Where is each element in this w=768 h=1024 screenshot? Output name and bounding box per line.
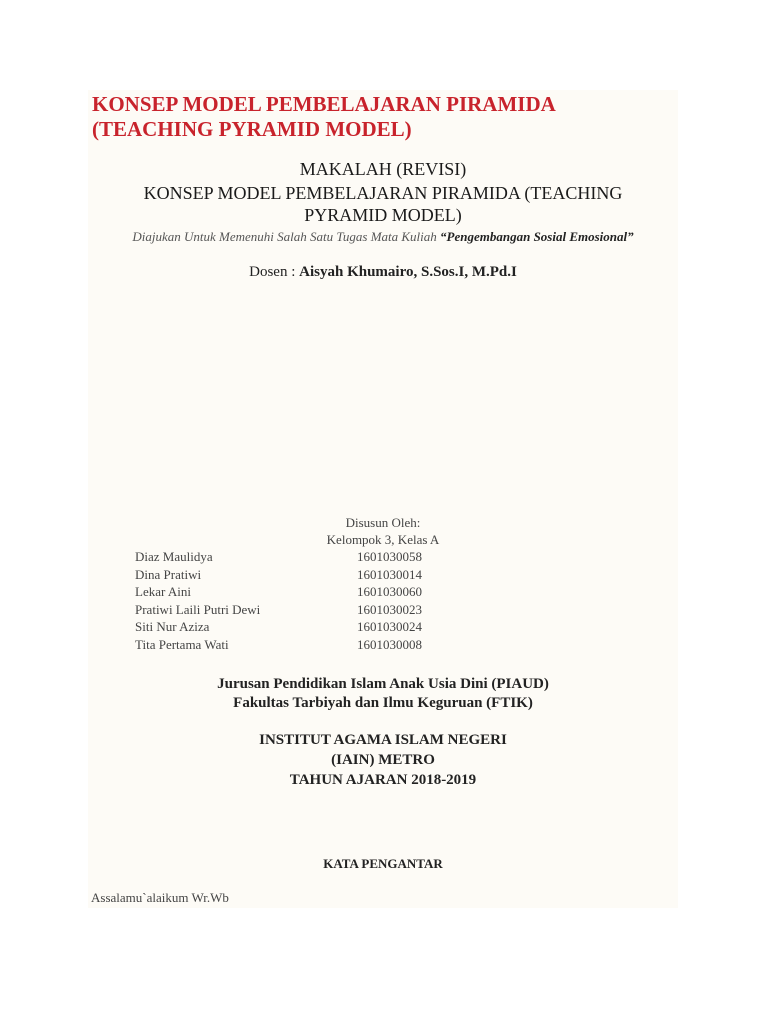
member-row — [135, 601, 477, 619]
member-nim: 1601030024 — [357, 619, 422, 634]
faculty-line: Fakultas Tarbiyah dan Ilmu Keguruan (FTIK) — [233, 695, 533, 711]
compiled-by-label: Disusun Oleh: — [345, 515, 421, 530]
makalah-heading: MAKALAH (REVISI) — [299, 159, 467, 179]
group-class-label: Kelompok 3, Kelas A — [326, 532, 440, 547]
member-list — [135, 548, 477, 653]
member-nim: 1601030058 — [357, 549, 422, 564]
lecturer-label: Dosen : — [249, 264, 300, 280]
preface-heading: KATA PENGANTAR — [323, 856, 443, 871]
academic-year: TAHUN AJARAN 2018-2019 — [289, 772, 477, 788]
member-name: Dina Pratiwi — [135, 566, 202, 582]
member-row — [135, 548, 477, 566]
member-name: Siti Nur Aziza — [135, 619, 210, 634]
member-name: Lekar Aini — [135, 584, 191, 599]
member-name: Pratiwi Laili Putri Dewi — [135, 601, 261, 617]
purpose-line — [88, 229, 678, 245]
member-name: Tita Pertama Wati — [135, 636, 229, 652]
greeting-line: Assalamu`alaikum Wr.Wb — [91, 890, 229, 905]
lecturer-line — [88, 263, 678, 281]
department-line: Jurusan Pendidikan Islam Anak Usia Dini (PIAUD) — [217, 676, 549, 692]
member-row — [135, 583, 477, 601]
member-nim: 1601030008 — [357, 636, 422, 652]
purpose-prefix: Diajukan Untuk Memenuhi Salah Satu Tugas Mata Kuliah — [132, 229, 441, 244]
member-row — [135, 618, 477, 636]
course-name: “Pengembangan Sosial Emosional” — [440, 229, 634, 244]
institute-line-2: (IAIN) METRO — [331, 752, 435, 768]
member-nim: 1601030023 — [357, 601, 422, 617]
member-row — [135, 566, 477, 584]
institute-line-1: INSTITUT AGAMA ISLAM NEGERI — [259, 732, 507, 748]
member-name: Diaz Maulidya — [135, 549, 213, 564]
member-row — [135, 636, 477, 654]
institute-block — [88, 730, 678, 790]
lecturer-name: Aisyah Khumairo, S.Sos.I, M.Pd.I — [299, 264, 517, 280]
document-title — [92, 92, 672, 142]
document-title-line-2: (TEACHING PYRAMID MODEL) — [92, 117, 412, 141]
document-title-line-1: KONSEP MODEL PEMBELAJARAN PIRAMIDA — [92, 92, 556, 116]
member-nim: 1601030014 — [357, 566, 422, 582]
member-nim: 1601030060 — [357, 584, 422, 599]
makalah-subtitle: KONSEP MODEL PEMBELAJARAN PIRAMIDA (TEACHING PYRAMID MODEL) — [143, 183, 623, 225]
